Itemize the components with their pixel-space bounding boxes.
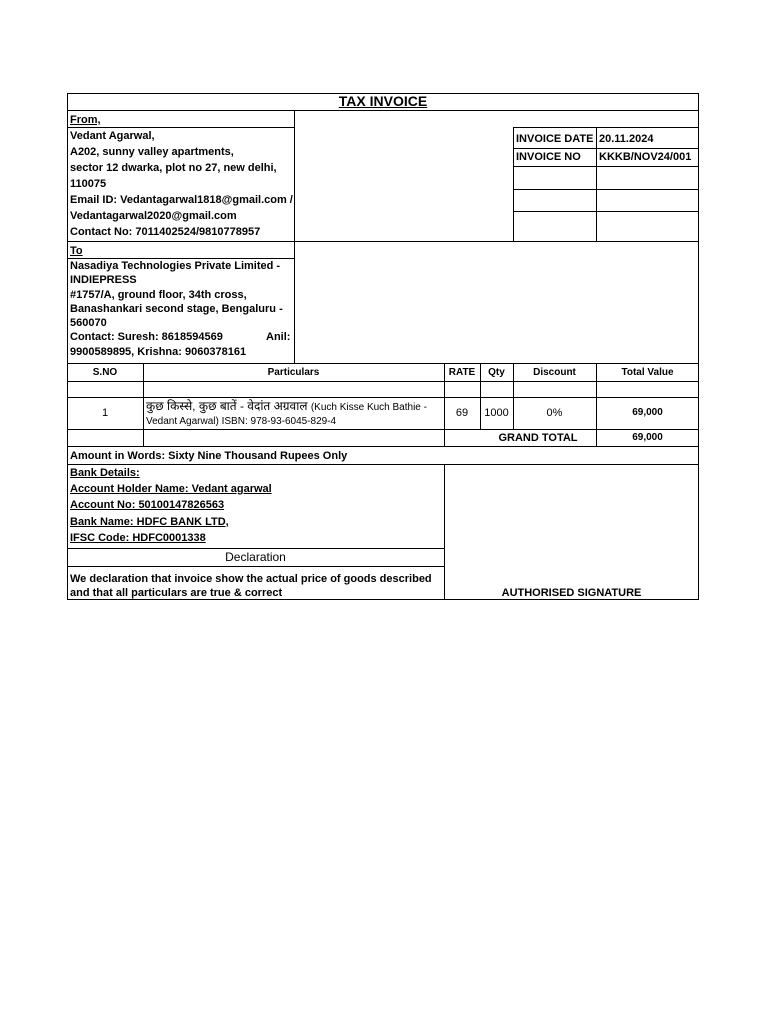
bank-ifsc: IFSC Code: HDFC0001338 xyxy=(70,532,206,544)
divider xyxy=(596,127,597,241)
invoice-no-label: INVOICE NO xyxy=(516,151,581,163)
to-line: Nasadiya Technologies Private Limited - xyxy=(70,260,281,272)
from-pincode: 110075 xyxy=(70,178,107,190)
to-heading: To xyxy=(70,245,83,257)
row-rate: 69 xyxy=(455,407,469,419)
row-discount: 0% xyxy=(546,407,563,419)
divider xyxy=(513,166,699,167)
to-line: 9900589895, Krishna: 9060378161 xyxy=(70,346,247,358)
invoice-no-value: KKKB/NOV24/001 xyxy=(599,151,692,163)
to-contact-anil: Anil: xyxy=(266,331,291,343)
from-email-line1: Email ID: Vedantagarwal1818@gmail.com / xyxy=(70,194,293,206)
divider xyxy=(67,110,699,111)
to-line: INDIEPRESS xyxy=(70,274,137,286)
particulars-english-text: (Kuch Kisse Kuch Bathie - xyxy=(310,402,427,413)
from-heading: From, xyxy=(70,114,101,126)
divider xyxy=(67,566,444,567)
divider xyxy=(513,211,699,212)
invoice-date-label: INVOICE DATE xyxy=(516,133,594,145)
divider xyxy=(67,446,699,447)
from-address-line2: sector 12 dwarka, plot no 27, new delhi, xyxy=(70,162,277,174)
grand-total-value: 69,000 xyxy=(632,432,663,443)
authorised-signature: AUTHORISED SIGNATURE xyxy=(501,587,642,599)
header-discount: Discount xyxy=(533,367,576,378)
row-particulars-isbn: Vedant Agarwal) ISBN: 978-93-6045-829-4 xyxy=(146,416,337,427)
row-particulars-hindi xyxy=(146,398,427,416)
row-sno: 1 xyxy=(101,407,109,419)
grand-total-label: GRAND TOTAL xyxy=(498,432,578,444)
divider xyxy=(67,241,699,242)
divider xyxy=(67,381,699,382)
from-name: Vedant Agarwal, xyxy=(70,130,155,142)
header-particulars: Particulars xyxy=(267,367,320,378)
to-line: Banashankari second stage, Bengaluru - xyxy=(70,303,283,315)
to-contact-line: Contact: Suresh: 8618594569 xyxy=(70,331,223,343)
divider xyxy=(513,189,699,190)
amount-in-words: Amount in Words: Sixty Nine Thousand Rupees Only xyxy=(70,450,348,462)
from-contact: Contact No: 7011402524/9810778957 xyxy=(70,226,261,238)
row-total-value: 69,000 xyxy=(632,407,663,418)
divider xyxy=(67,363,699,364)
from-email-line2: Vedantagarwal2020@gmail.com xyxy=(70,210,237,222)
declaration-heading: Declaration xyxy=(225,550,286,564)
declaration-line2: and that all particulars are true & correct xyxy=(70,587,283,599)
header-total-value: Total Value xyxy=(621,367,674,378)
bank-details-heading: Bank Details: xyxy=(70,467,140,479)
row-qty: 1000 xyxy=(484,407,509,419)
divider xyxy=(67,464,699,465)
particulars-hindi-text: कुछ किस्से, कुछ बातें - वेदांत अग्रवाल xyxy=(146,399,308,413)
divider xyxy=(513,127,699,128)
header-rate: RATE xyxy=(448,367,476,378)
declaration-line1: We declaration that invoice show the actual price of goods described xyxy=(70,573,432,585)
header-sno: S.NO xyxy=(92,367,118,378)
to-line: 560070 xyxy=(70,317,107,329)
invoice-date-value: 20.11.2024 xyxy=(599,133,654,145)
invoice-title: TAX INVOICE xyxy=(338,93,428,109)
divider xyxy=(513,127,514,241)
bank-account-number: Account No: 50100147826563 xyxy=(70,499,225,511)
divider xyxy=(294,110,295,363)
header-qty: Qty xyxy=(488,367,505,378)
bank-name: Bank Name: HDFC BANK LTD, xyxy=(70,516,229,528)
divider xyxy=(444,464,445,600)
from-address-line1: A202, sunny valley apartments, xyxy=(70,146,234,158)
to-line: #1757/A, ground floor, 34th cross, xyxy=(70,289,247,301)
bank-account-holder: Account Holder Name: Vedant agarwal xyxy=(70,483,272,495)
